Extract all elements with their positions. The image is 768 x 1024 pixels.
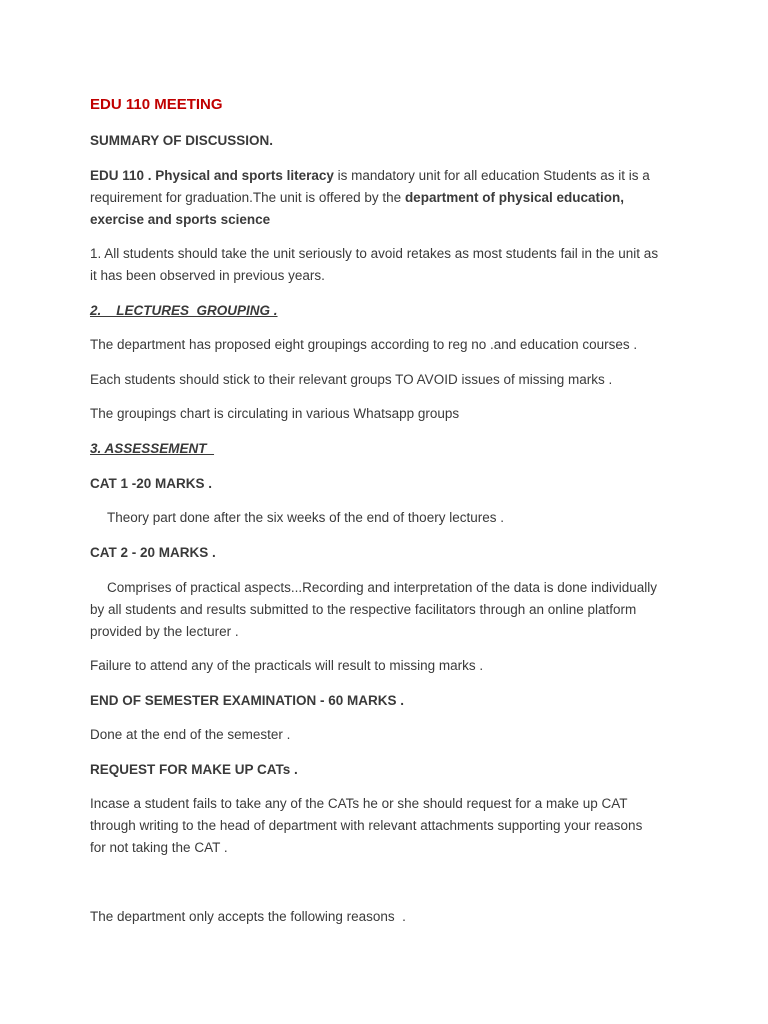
unit-name: EDU 110 . Physical and sports literacy bbox=[90, 168, 334, 183]
document-title: EDU 110 MEETING bbox=[90, 96, 223, 113]
cat-1-text: Theory part done after the six weeks of the end of thoery lectures . bbox=[107, 510, 504, 525]
cat-2-line-1: Comprises of practical aspects...Recording and interpretation of the data is done individually bbox=[107, 580, 658, 595]
department-name-2: exercise and sports science bbox=[90, 212, 271, 227]
final-text: The department only accepts the following reasons . bbox=[90, 909, 406, 924]
failure-text: Failure to attend any of the practicals will result to missing marks . bbox=[90, 658, 484, 673]
intro-text-2: requirement for graduation.The unit is offered by the bbox=[90, 190, 405, 205]
summary-heading: SUMMARY OF DISCUSSION. bbox=[90, 133, 274, 148]
exam-text: Done at the end of the semester . bbox=[90, 727, 291, 742]
intro-line-1 bbox=[90, 165, 690, 187]
cat-2-line-2: by all students and results submitted to the respective facilitators through an online platform bbox=[90, 602, 637, 617]
makeup-heading: REQUEST FOR MAKE UP CATs . bbox=[90, 762, 298, 777]
point-1-line-1: 1. All students should take the unit seriously to avoid retakes as most students fail in the unit as bbox=[90, 246, 659, 261]
lectures-grouping-heading: 2. LECTURES GROUPING . bbox=[90, 303, 278, 318]
intro-line-2 bbox=[90, 187, 690, 209]
makeup-line-1: Incase a student fails to take any of the CATs he or she should request for a make up CAT bbox=[90, 796, 628, 811]
cat-2-line-3: provided by the lecturer . bbox=[90, 624, 239, 639]
lectures-paragraph-3: The groupings chart is circulating in various Whatsapp groups bbox=[90, 406, 460, 421]
lectures-paragraph-1: The department has proposed eight groupings according to reg no .and education courses . bbox=[90, 337, 638, 352]
cat-2-heading: CAT 2 - 20 MARKS . bbox=[90, 545, 216, 560]
department-name-1: department of physical education, bbox=[404, 190, 624, 205]
exam-heading: END OF SEMESTER EXAMINATION - 60 MARKS . bbox=[90, 693, 405, 708]
intro-text-1: is mandatory unit for all education Students as it is a bbox=[333, 168, 650, 183]
assessment-heading: 3. ASSESSEMENT bbox=[90, 441, 215, 456]
point-1-line-2: it has been observed in previous years. bbox=[90, 268, 325, 283]
makeup-line-2: through writing to the head of department with relevant attachments supporting your reasons bbox=[90, 818, 643, 833]
cat-1-heading: CAT 1 -20 MARKS . bbox=[90, 476, 213, 491]
lectures-paragraph-2: Each students should stick to their relevant groups TO AVOID issues of missing marks . bbox=[90, 372, 613, 387]
makeup-line-3: for not taking the CAT . bbox=[90, 840, 228, 855]
